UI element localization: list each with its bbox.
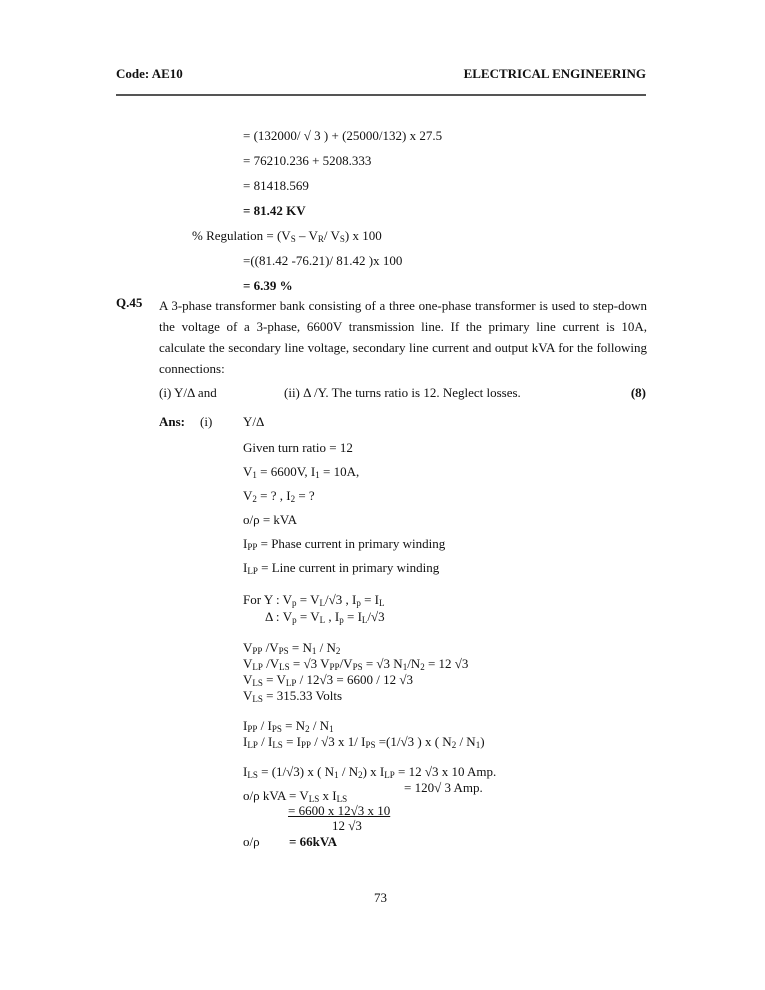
calc-line-3: = 81418.569 bbox=[243, 178, 309, 193]
output-definition: o/ρ = kVA bbox=[243, 512, 298, 527]
ipp-definition: $I_{PP}$ = Phase current in primary winding bbox=[243, 536, 446, 552]
given-v1-i1: $V_1 = 6600V$, $I_1 = 10A$, bbox=[243, 464, 360, 480]
eq-vlp-vls: $V_{LP}$ $/V_{LS} = √3$ $V_{PP}/V_{PS} = √3$ $N_1/N_2 = 12$ √3 bbox=[243, 656, 469, 672]
question-part-i: (i) Y/Δ and bbox=[159, 385, 217, 400]
question-part-ii: (ii) Δ /Y. The turns ratio is 12. Neglect losses. bbox=[284, 385, 521, 400]
eq-kva-denominator: 12 √3 bbox=[332, 818, 362, 833]
eq-ils-calc: $I_{LS} = (1/√3)$ x ( $N_1 / N_2$) x $I_{LP} = 12$ √3 x 10 Amp. bbox=[243, 764, 497, 780]
regulation-calc: =((81.42 -76.21)/ 81.42 )x 100 bbox=[243, 253, 403, 268]
question-number: Q.45 bbox=[116, 295, 143, 310]
eq-kva-formula: o/ρ kVA = $V_{LS}$ x $I_{LS}$ bbox=[243, 788, 348, 804]
calc-line-2: = 76210.236 + 5208.333 bbox=[243, 153, 372, 168]
page-number: 73 bbox=[374, 890, 387, 905]
eq-vpp-vps: $V_{PP}$ $/V_{PS} = N_1 / N_2$ bbox=[243, 640, 341, 656]
header-divider bbox=[116, 94, 646, 96]
regulation-formula: % Regulation = ($V_S - V_R/$ $V_S$) x 100 bbox=[192, 228, 382, 244]
header-code: Code: AE10 bbox=[116, 66, 183, 81]
eq-ils-result: = 120√ 3 Amp. bbox=[404, 780, 483, 795]
given-turn-ratio: Given turn ratio = 12 bbox=[243, 440, 353, 455]
ilp-definition: $I_{LP}$ = Line current in primary winding bbox=[243, 560, 440, 576]
eq-kva-result: = 66kVA bbox=[289, 834, 337, 849]
eq-vls-calc: $V_{LS} = V_{LP} / 12√3 = 6600 / 12$ √3 bbox=[243, 672, 413, 688]
eq-kva-label: o/ρ bbox=[243, 834, 260, 849]
calc-line-1: = (132000/ √ 3 ) + (25000/132) x 27.5 bbox=[243, 128, 443, 143]
question-marks: (8) bbox=[630, 385, 646, 400]
given-v2-i2: $V_2$ = ? , $I_2$ = ? bbox=[243, 488, 315, 504]
delta-relations: Δ : $V_p = V_L$ , $I_p = I_L/√3$ bbox=[265, 609, 385, 625]
calc-result-kv: = 81.42 KV bbox=[243, 203, 306, 218]
y-relations: For Y : $V_p = V_L/√3$ , $I_p = I_L$ bbox=[243, 592, 385, 608]
header-subject: ELECTRICAL ENGINEERING bbox=[463, 66, 646, 81]
answer-part: (i) bbox=[200, 414, 213, 429]
eq-vls-result: $V_{LS} = 315.33$ Volts bbox=[243, 688, 342, 704]
answer-connection: Y/Δ bbox=[243, 414, 265, 429]
eq-ilp-ils: $I_{LP} / I_{LS} = I_{PP} / √3$ x 1/ $I_{PS} =(1/√3$ ) x ( $N_2 / N_1$) bbox=[243, 734, 485, 750]
eq-kva-numerator: = 6600 x 12√3 x 10 bbox=[288, 803, 391, 818]
eq-ipp-ips: $I_{PP} / I_{PS} = N_2 / N_1$ bbox=[243, 718, 334, 734]
answer-label: Ans: bbox=[159, 414, 186, 429]
question-text: A 3-phase transformer bank consisting of a three one-phase transformer is used to step-down the voltage of a 3-phase, 6600V transmission line. If the primary line current is 10A, calculate the secondary line voltage, secondary line current and output kVA for the following connections: bbox=[159, 298, 647, 376]
regulation-result: = 6.39 % bbox=[243, 278, 293, 293]
